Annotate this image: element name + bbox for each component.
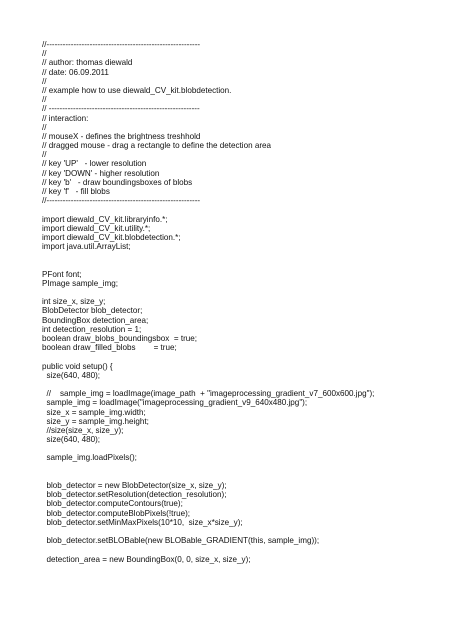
code-line: //--------------------------------------------------------- bbox=[42, 40, 201, 49]
code-line: // interaction: bbox=[42, 113, 89, 123]
code-line: import diewald_CV_kit.libraryinfo.*; bbox=[42, 214, 168, 224]
code-line: // key 'f' - fill blobs bbox=[42, 187, 110, 196]
code-line: public void setup() { bbox=[42, 361, 113, 371]
code-line: // key 'UP' - lower resolution bbox=[42, 159, 147, 169]
code-line: // sample_img = loadImage(image_path + "imageprocessing_gradient_v7_600x600.jpg"); bbox=[42, 389, 375, 399]
code-line: // bbox=[42, 150, 47, 160]
code-line: // key 'DOWN' - higher resolution bbox=[42, 168, 160, 178]
code-line: BlobDetector blob_detector; bbox=[42, 306, 143, 316]
code-line: blob_detector = new BlobDetector(size_x, size_y); bbox=[42, 481, 227, 490]
code-line: // mouseX - defines the brightness treshhold bbox=[42, 131, 201, 141]
code-line bbox=[42, 463, 442, 472]
code-line: //--------------------------------------------------------- bbox=[42, 196, 201, 206]
code-line: //size(size_x, size_y); bbox=[42, 425, 124, 435]
code-line: boolean draw_blobs_boundingsbox = true; bbox=[42, 334, 198, 343]
code-line: // example how to use diewald_CV_kit.blobdetection. bbox=[42, 85, 232, 95]
code-line: PFont font; bbox=[42, 269, 82, 279]
code-line: blob_detector.computeContours(true); bbox=[42, 499, 183, 509]
code-line bbox=[42, 380, 442, 389]
code-line: blob_detector.setResolution(detection_resolution); bbox=[42, 490, 227, 500]
code-line bbox=[42, 472, 442, 481]
code-line bbox=[42, 261, 442, 270]
code-line: size(640, 480); bbox=[42, 370, 101, 380]
code-line: // author: thomas diewald bbox=[42, 58, 133, 68]
code-line: // key 'b' - draw boundingsboxes of blobs bbox=[42, 177, 193, 187]
code-line: // date: 06.09.2011 bbox=[42, 67, 109, 77]
code-line: // bbox=[42, 95, 47, 105]
code-line: // bbox=[42, 122, 47, 132]
code-line: sample_img = loadImage("imageprocessing_gradient_v9_640x480.jpg"); bbox=[42, 398, 308, 408]
code-line bbox=[42, 545, 442, 554]
code-line: // bbox=[42, 49, 47, 59]
code-line: size_y = sample_img.height; bbox=[42, 416, 149, 426]
code-line: blob_detector.computeBlobPixels(!true); bbox=[42, 508, 191, 518]
code-line: // dragged mouse - drag a rectangle to define the detection area bbox=[42, 141, 272, 151]
code-line bbox=[42, 444, 442, 453]
code-line: size(640, 480); bbox=[42, 435, 101, 445]
code-line bbox=[42, 251, 442, 260]
code-line: size_x = sample_img.width; bbox=[42, 407, 146, 417]
code-line bbox=[42, 205, 442, 214]
code-line: detection_area = new BoundingBox(0, 0, size_x, size_y); bbox=[42, 554, 251, 564]
code-line bbox=[42, 527, 442, 536]
code-line: int size_x, size_y; bbox=[42, 297, 106, 307]
code-line: import diewald_CV_kit.utility.*; bbox=[42, 223, 151, 233]
code-line bbox=[42, 288, 442, 297]
code-line: blob_detector.setBLOBable(new BLOBable_GRADIENT(this, sample_img)); bbox=[42, 536, 320, 546]
code-line: int detection_resolution = 1; bbox=[42, 324, 142, 334]
code-line: import java.util.ArrayList; bbox=[42, 242, 131, 252]
code-line: sample_img.loadPixels(); bbox=[42, 453, 137, 463]
code-line: BoundingBox detection_area; bbox=[42, 315, 149, 325]
code-line: blob_detector.setMinMaxPixels(10*10, size_x*size_y); bbox=[42, 517, 243, 527]
code-line: // -------------------------------------------------------- bbox=[42, 104, 200, 114]
code-line: // bbox=[42, 76, 47, 86]
code-line: PImage sample_img; bbox=[42, 278, 119, 288]
source-code-block bbox=[42, 40, 442, 564]
code-line bbox=[42, 352, 442, 361]
code-line: import diewald_CV_kit.blobdetection.*; bbox=[42, 232, 181, 242]
code-line: boolean draw_filled_blobs = true; bbox=[42, 343, 177, 353]
